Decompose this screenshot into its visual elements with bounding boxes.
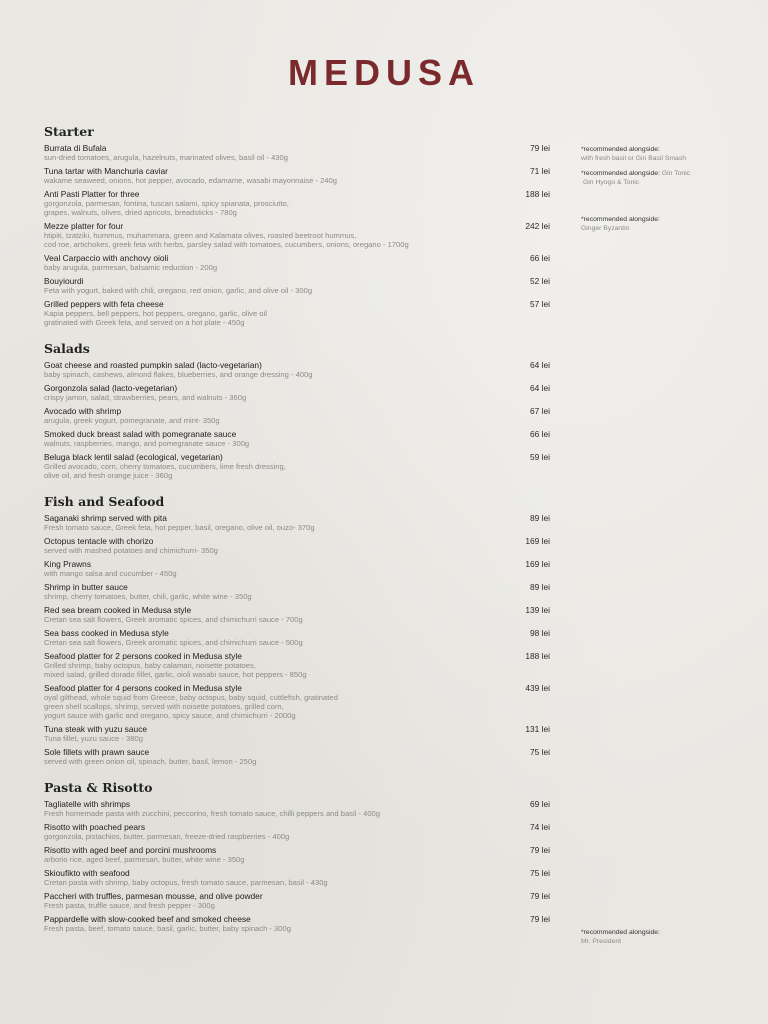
item-price: 66 lei (529, 429, 550, 439)
menu-item (44, 605, 550, 624)
item-description: olive oil, and fresh orange juice - 360g (44, 471, 173, 480)
item-name: Risotto with poached pears (44, 822, 146, 832)
item-description: Grilled avocado, corn, cherry tomatoes, cucumbers, lime fresh dressing, (44, 462, 286, 471)
item-description: served with green onion oil, spinach, butter, basil, lemon - 250g (44, 757, 257, 766)
section-title: Pasta & Risotto (44, 780, 153, 795)
item-name: Seafood platter for 4 persons cooked in Medusa style (44, 683, 242, 693)
menu-item (44, 221, 550, 249)
recommendation-label: *recommended alongside: (581, 929, 660, 936)
item-description: Fresh pasta, beef, tomato sauce, basil, garlic, butter, baby spinach - 300g (44, 924, 291, 933)
item-price: 131 lei (525, 724, 550, 734)
menu-item (44, 299, 550, 327)
menu-item (44, 868, 550, 887)
menu-item (44, 747, 550, 766)
recommendation-mezze (581, 216, 741, 233)
recommendation-value-2: Gin Hyogo & Tonic (583, 178, 640, 186)
menu-item (44, 799, 550, 818)
item-price: 169 lei (525, 536, 550, 546)
menu-item (44, 143, 550, 162)
item-name: Red sea bream cooked in Medusa style (44, 605, 192, 615)
item-name: Shrimp in butter sauce (44, 582, 128, 592)
item-price: 98 lei (529, 628, 550, 638)
item-price: 64 lei (529, 383, 550, 393)
item-name: Anti Pasti Platter for three (44, 189, 140, 199)
item-description: Kapia peppers, bell peppers, hot peppers, oregano, garlic, olive oil (44, 309, 267, 318)
item-price: 139 lei (525, 605, 550, 615)
recommendation-value: Ginger Byzantin (581, 224, 630, 232)
item-name: Sole fillets with prawn sauce (44, 747, 150, 757)
menu-item (44, 536, 550, 555)
item-name: Gorgonzola salad (lacto-vegetarian) (44, 383, 178, 393)
menu-item (44, 914, 550, 933)
recommendation-label: *recommended alongside: (581, 216, 660, 223)
menu-item (44, 429, 550, 448)
menu-item (44, 383, 550, 402)
recommendation-value: with fresh basil or Gin Basil Smash (581, 154, 687, 162)
menu-item (44, 559, 550, 578)
menu-item (44, 253, 550, 272)
item-price: 89 lei (529, 513, 550, 523)
item-description: oyal gilthead, whole squid from Greece, baby octopus, baby squid, cuttlefish, gratinated (44, 693, 338, 702)
menu-item (44, 891, 550, 910)
item-price: 188 lei (525, 651, 550, 661)
item-name: Smoked duck breast salad with pomegranate sauce (44, 429, 237, 439)
brand-logo: MEDUSA (287, 52, 480, 93)
menu-item (44, 166, 550, 185)
item-description: gorgonzola, parmesan, fontina, tuscan salami, spicy spianata, prosciutto, (44, 199, 289, 208)
item-name: Pappardelle with slow-cooked beef and smoked cheese (44, 914, 251, 924)
menu-item (44, 582, 550, 601)
item-description: htipiti, tzatziki, hummus, muhammara, green and Kalamata olives, roasted beetroot hummus, (44, 231, 357, 240)
item-price: 64 lei (529, 360, 550, 370)
section-title: Fish and Seafood (44, 494, 165, 509)
item-description: Fresh pasta, truffle sauce, and fresh pepper - 300g (44, 901, 215, 910)
item-price: 75 lei (529, 747, 550, 757)
menu-item (44, 683, 550, 720)
item-description: served with mashed potatoes and chimichurri- 350g (44, 546, 218, 555)
item-description: Cretan pasta with shrimp, baby octopus, fresh tomato sauce, parmesan, basil - 430g (44, 878, 328, 887)
item-description: mixed salad, grilled dorado fillet, garlic, oioli wasabi sauce, hot peppers - 850g (44, 670, 307, 679)
item-price: 52 lei (529, 276, 550, 286)
item-description: gratinated with Greek feta, and served on a hot plate - 450g (44, 318, 245, 327)
item-description: gorgonzola, pistachios, butter, parmesan, freeze-dried raspberries - 400g (44, 832, 290, 841)
recommendation-label: *recommended alongside: (581, 146, 660, 153)
item-name: Seafood platter for 2 persons cooked in Medusa style (44, 651, 242, 661)
item-price: 59 lei (529, 452, 550, 462)
item-price: 79 lei (529, 845, 550, 855)
recommendation-paccheri (581, 929, 741, 946)
item-name: Skioufikto with seafood (44, 868, 130, 878)
item-description: walnuts, raspberries, mango, and pomegranate sauce - 300g (44, 439, 250, 448)
item-name: Sea bass cooked in Medusa style (44, 628, 169, 638)
item-name: Risotto with aged beef and porcini mushrooms (44, 845, 217, 855)
item-description: shrimp, cherry tomatoes, butter, chili, garlic, white wine - 350g (44, 592, 252, 601)
item-name: Tuna steak with yuzu sauce (44, 724, 148, 734)
item-price: 188 lei (525, 189, 550, 199)
menu-item (44, 513, 550, 532)
item-name: Paccheri with truffles, parmesan mousse, and olive powder (44, 891, 263, 901)
item-price: 71 lei (529, 166, 550, 176)
item-price: 242 lei (525, 221, 550, 231)
item-price: 169 lei (525, 559, 550, 569)
item-description: Feta with yogurt, baked with chili, oregano, red onion, garlic, and olive oil - 300g (44, 286, 313, 295)
item-price: 79 lei (529, 914, 550, 924)
item-price: 89 lei (529, 582, 550, 592)
menu-item (44, 724, 550, 743)
item-price: 67 lei (529, 406, 550, 416)
item-name: Grilled peppers with feta cheese (44, 299, 164, 309)
item-name: Burrata di Bufala (44, 143, 107, 153)
item-name: King Prawns (44, 559, 92, 569)
menu-item (44, 845, 550, 864)
item-description: arugula, greek yogurt, pomegranate, and mint- 350g (44, 416, 220, 425)
item-name: Bouyiourdi (44, 276, 84, 286)
item-description: Cretan sea salt flowers, Greek aromatic spices, and chimichurri sauce - 500g (44, 638, 303, 647)
item-name: Veal Carpaccio with anchovy oioli (44, 253, 169, 263)
menu-item (44, 628, 550, 647)
recommendation-burrata (581, 146, 741, 163)
item-price: 57 lei (529, 299, 550, 309)
item-description: Fresh tomato sauce, Greek feta, hot pepper, basil, oregano, olive oil, ouzo- 370g (44, 523, 315, 532)
menu-item (44, 651, 550, 679)
item-description: Cretan sea salt flowers, Greek aromatic spices, and chimichurri sauce - 700g (44, 615, 303, 624)
item-price: 79 lei (529, 143, 550, 153)
item-name: Goat cheese and roasted pumpkin salad (lacto-vegetarian) (44, 360, 262, 370)
recommendation-tuna (581, 170, 741, 187)
item-name: Avocado with shrimp (44, 406, 122, 416)
menu-item (44, 406, 550, 425)
item-name: Octopus tentacle with chorizo (44, 536, 154, 546)
item-description: green shell scallops, shrimp, served with noisette potatoes, grilled corn, (44, 702, 284, 711)
item-price: 75 lei (529, 868, 550, 878)
item-description: baby spinach, cashews, almond flakes, blueberries, and orange dressing - 400g (44, 370, 313, 379)
item-description: arborio rice, aged beef, parmesan, butter, white wine - 350g (44, 855, 245, 864)
item-description: sun-dried tomatoes, arugula, hazelnuts, marinated olives, basil oil - 430g (44, 153, 288, 162)
recommendation-value: Mr. President (581, 937, 622, 945)
menu-item (44, 822, 550, 841)
item-price: 66 lei (529, 253, 550, 263)
item-description: grapes, walnuts, olives, dried apricots, breadsticks - 780g (44, 208, 237, 217)
item-description: Fresh homemade pasta with zucchini, peccorino, fresh tomato sauce, chilli peppers and basil - 400g (44, 809, 380, 818)
menu-list (44, 124, 550, 937)
section-title: Starter (44, 124, 94, 139)
recommendation-value: Gin Tonic (661, 170, 691, 177)
section-title: Salads (44, 341, 90, 356)
item-description: baby arugula, parmesan, balsamic reduction - 200g (44, 263, 218, 272)
item-description: crispy jamon, salad, strawberries, pears, and walnuts - 360g (44, 393, 247, 402)
item-description: yogurt sauce with garlic and oregano, spicy sauce, and chimichurri - 2000g (44, 711, 296, 720)
item-price: 439 lei (525, 683, 550, 693)
item-description: Grilled shrimp, baby octopus, baby calamari, noisette potatoes, (44, 661, 256, 670)
item-price: 69 lei (529, 799, 550, 809)
item-name: Tuna tartar with Manchuria caviar (44, 166, 168, 176)
item-price: 74 lei (529, 822, 550, 832)
menu-item (44, 452, 550, 480)
item-name: Saganaki shrimp served with pita (44, 513, 167, 523)
item-description: with mango salsa and cucumber - 450g (44, 569, 177, 578)
item-name: Beluga black lentil salad (ecological, vegetarian) (44, 452, 223, 462)
item-description: wakame seaweed, onions, hot pepper, avocado, edamame, wasabi mayonnaise - 240g (44, 176, 337, 185)
recommendation-label: *recommended alongside: (581, 170, 660, 177)
item-price: 79 lei (529, 891, 550, 901)
item-description: Tuna fillet, yuzu sauce - 380g (44, 734, 143, 743)
item-description: cod roe, artichokes, greek feta with herbs, parsley salad with tomatoes, cucumbers, onions, oregano - 1700g (44, 240, 409, 249)
item-name: Mezze platter for four (44, 221, 124, 231)
menu-item (44, 276, 550, 295)
menu-item (44, 189, 550, 217)
menu-item (44, 360, 550, 379)
item-name: Tagliatelle with shrimps (44, 799, 131, 809)
